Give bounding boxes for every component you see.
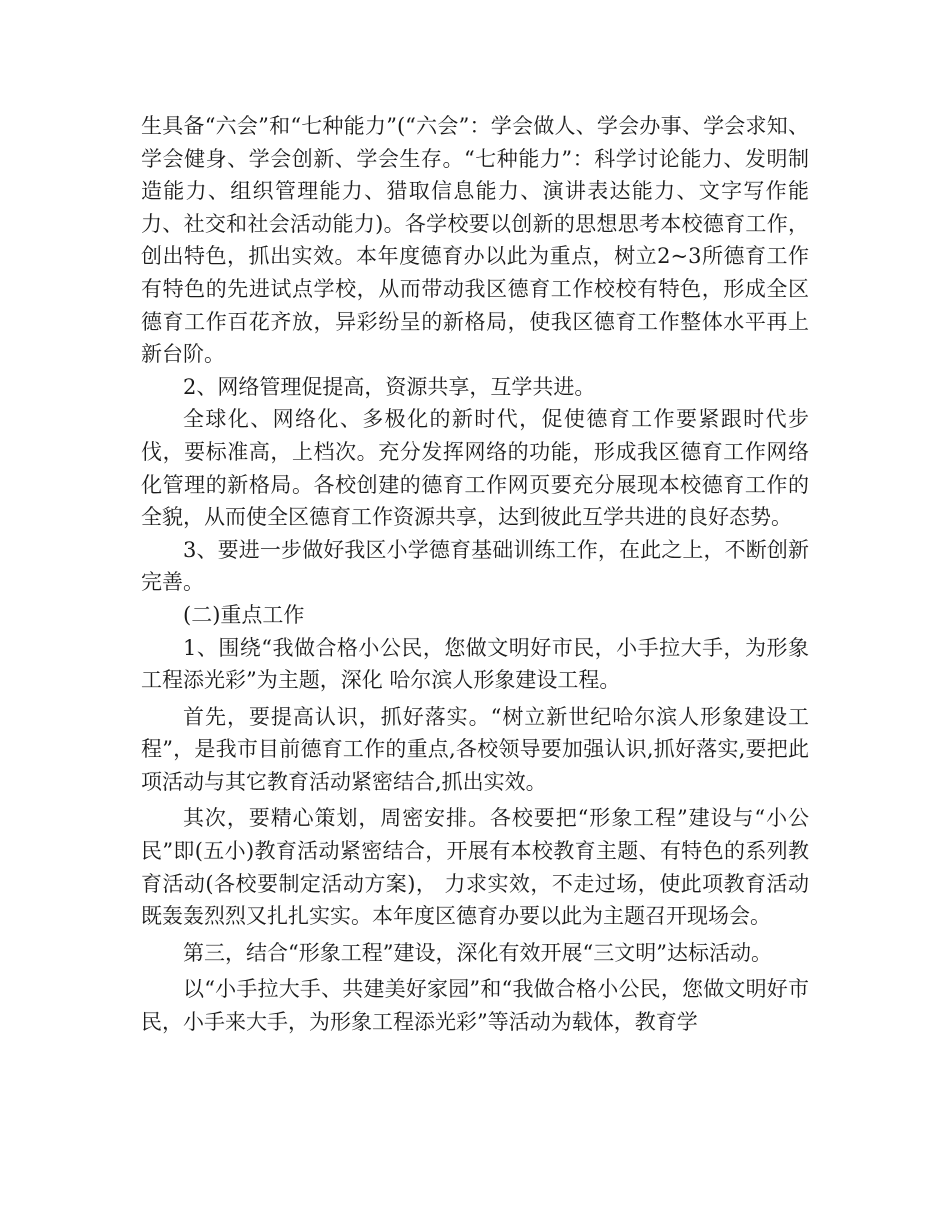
- paragraph-continued: 生具备“六会”和“七种能力”(“六会”：学会做人、学会办事、学会求知、学会健身、学会创新、学会生存。“七种能力”：科学讨论能力、发明制造能力、组织管理能力、猎取信息能力、演讲表达能力、文字写作能力、社交和社会活动能力)。各学校要以创新的思想思考本校德育工作，创出特色，抓出实效。本年度德育办以此为重点，树立2~3所德育工作有特色的先进试点学校，从而带动我区德育工作校校有特色，形成全区德育工作百花齐放，异彩纷呈的新格局，使我区德育工作整体水平再上新台阶。: [141, 114, 809, 367]
- document-body: [141, 110, 809, 1039]
- paragraph-basic-training: 3、要进一步做好我区小学德育基础训练工作，在此之上，不断创新完善。: [141, 537, 809, 595]
- paragraph-third: 第三，结合“形象工程”建设，深化有效开展“三文明”达标活动。: [183, 940, 772, 965]
- paragraph-second: 其次，要精心策划，周密安排。各校要把“形象工程”建设与“小公民”即(五小)教育活动紧密结合，开展有本校教育主题、有特色的系列教育活动(各校要制定活动方案)， 力求实效，不走过场，使此项教育活动既轰轰烈烈又扎扎实实。本年度区德育办要以此为主题召开现场会。: [141, 806, 809, 929]
- section-heading-key-work: (二)重点工作: [183, 602, 305, 627]
- paragraph-item-1: 1、围绕“我做合格小公民，您做文明好市民，小手拉大手，为形象工程添光彩”为主题，深化 哈尔滨人形象建设工程。: [141, 635, 809, 693]
- paragraph-carrier: 以“小手拉大手、共建美好家园”和“我做合格小公民，您做文明好市民，小手来大手，为形象工程添光彩”等活动为载体，教育学: [141, 977, 809, 1035]
- paragraph-first: 首先，要提高认识，抓好落实。“树立新世纪哈尔滨人形象建设工程”，是我市目前德育工作的重点,各校领导要加强认识,抓好落实,要把此项活动与其它教育活动紧密结合,抓出实效。: [141, 704, 809, 794]
- paragraph-network-heading: 2、网络管理促提高，资源共享，互学共进。: [183, 374, 596, 399]
- paragraph-network-body: 全球化、网络化、多极化的新时代，促使德育工作要紧跟时代步伐，要标准高，上档次。充分发挥网络的功能，形成我区德育工作网络化管理的新格局。各校创建的德育工作网页要充分展现本校德育工作的全貌，从而使全区德育工作资源共享，达到彼此互学共进的良好态势。: [141, 407, 809, 530]
